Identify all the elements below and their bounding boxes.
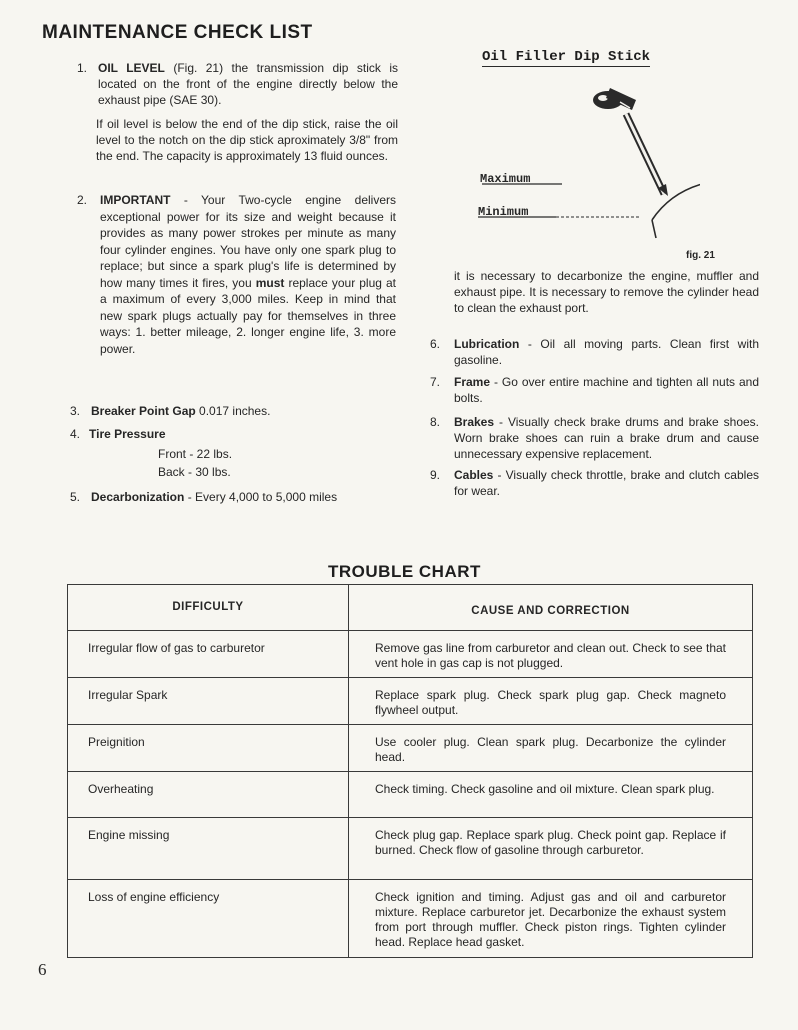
item-1-text: (Fig. 21) the transmission dip stick is located on the front of the engine directly below the exhaust pipe (SAE 30). (98, 61, 398, 107)
item-2-number: 2. (77, 193, 88, 207)
item-9-text: - Visually check throttle, brake and clutch cables for wear. (454, 468, 759, 498)
item-1-text-continued: If oil level is below the end of the dip stick, raise the oil level to the notch on the dip stick aproximately 3/8" from the end. The capacity is approximately 13 fluid ounces. (96, 117, 398, 163)
table-row (68, 818, 753, 880)
table-row (68, 631, 753, 678)
figure-title: Oil Filler Dip Stick (482, 49, 651, 65)
item-3-breaker-point (91, 403, 391, 419)
trouble-chart-title: TROUBLE CHART (328, 562, 481, 581)
dipstick-minimum-label: Minimum (478, 205, 529, 219)
item-5-continued: it is necessary to decarbonize the engine, muffler and exhaust pipe. It is necessary to remove the cylinder head to clean the exhaust port. (454, 269, 759, 315)
item-3-text: 0.017 inches. (195, 404, 271, 418)
item-2-must: must (255, 275, 285, 290)
item-6-lubrication (454, 336, 759, 368)
cause-cell: Replace spark plug. Check spark plug gap. Check magneto flywheel output. (349, 678, 753, 725)
item-6-label: Lubrication (454, 337, 520, 351)
item-4-number: 4. (70, 427, 81, 441)
item-2-label: IMPORTANT (100, 193, 171, 207)
table-row (68, 880, 753, 958)
item-7-number: 7. (430, 375, 441, 389)
dipstick-illustration (460, 72, 700, 252)
item-2-important (100, 192, 396, 357)
item-7-label: Frame (454, 375, 491, 389)
item-8-number: 8. (430, 415, 441, 429)
item-6-number: 6. (430, 337, 441, 351)
cause-cell: Check plug gap. Replace spark plug. Check point gap. Replace if burned. Check flow of gasoline through carburetor. (349, 818, 753, 880)
table-row (68, 725, 753, 772)
table-row (68, 772, 753, 818)
item-8-brakes (454, 414, 759, 462)
item-5-label: Decarbonization (91, 490, 185, 504)
table-row (68, 678, 753, 725)
difficulty-header: DIFFICULTY (68, 585, 349, 631)
item-3-label: Breaker Point Gap (91, 404, 196, 418)
item-7-frame (454, 374, 759, 406)
item-6-text: - Oil all moving parts. Clean first with gasoline. (454, 337, 759, 367)
difficulty-cell: Loss of engine efficiency (68, 880, 349, 958)
item-7-text: - Go over entire machine and tighten all nuts and bolts. (454, 375, 759, 405)
item-9-cables (454, 467, 759, 499)
item-1-oil-level (98, 60, 398, 108)
cause-cell: Check timing. Check gasoline and oil mixture. Clean spark plug. (349, 772, 753, 818)
item-9-label: Cables (454, 468, 494, 482)
item-1-label: OIL LEVEL (98, 61, 165, 75)
difficulty-cell: Overheating (68, 772, 349, 818)
item-2-text-a: - Your Two-cycle engine delivers exceptional power for its size and weight because it provides as many power strokes per minute as many four cylinder engines. You have only one spark plug to replace; but since a spark plug's life is determined by how many times it fires, you (100, 193, 396, 290)
cause-cell: Check ignition and timing. Adjust gas and oil and carburetor mixture. Replace carburetor jet. Decarbonize the exhaust system from port through muffler. Check piston rings. Tighten cylinder head. Replace head gasket. (349, 880, 753, 958)
item-4-tire-pressure (89, 426, 389, 442)
cause-header: CAUSE AND CORRECTION (349, 585, 753, 631)
item-5-text: - Every 4,000 to 5,000 miles (184, 490, 338, 504)
item-8-label: Brakes (454, 415, 495, 429)
trouble-chart-table (67, 584, 753, 958)
difficulty-cell: Preignition (68, 725, 349, 772)
item-4-label: Tire Pressure (89, 427, 166, 441)
maintenance-title: MAINTENANCE CHECK LIST (42, 22, 313, 43)
cause-cell: Use cooler plug. Clean spark plug. Decarbonize the cylinder head. (349, 725, 753, 772)
tire-pressure-back: Back - 30 lbs. (158, 465, 231, 479)
difficulty-cell: Irregular Spark (68, 678, 349, 725)
item-1-number: 1. (77, 61, 88, 75)
item-3-number: 3. (70, 404, 81, 418)
trouble-chart-header-row (68, 585, 753, 631)
page-number: 6 (38, 960, 47, 979)
difficulty-cell: Engine missing (68, 818, 349, 880)
item-2-text-b: replace your plug at a maximum of every 3,000 miles. Keep in mind that new spark plugs actually pay for themselves in three ways: 1. better mileage, 2. longer engine life, 3. more power. (100, 275, 397, 356)
item-8-text: - Visually check brake drums and brake shoes. Worn brake shoes can ruin a brake drum and cause unnecessary expensive replacement. (454, 415, 759, 461)
dipstick-maximum-label: Maximum (480, 172, 531, 186)
item-5-decarbonization (91, 489, 401, 505)
item-9-number: 9. (430, 468, 441, 482)
figure-caption: fig. 21 (686, 250, 715, 261)
item-5-number: 5. (70, 490, 81, 504)
cause-cell: Remove gas line from carburetor and clean out. Check to see that vent hole in gas cap is not plugged. (349, 631, 753, 678)
tire-pressure-front: Front - 22 lbs. (158, 447, 233, 461)
difficulty-cell: Irregular flow of gas to carburetor (68, 631, 349, 678)
